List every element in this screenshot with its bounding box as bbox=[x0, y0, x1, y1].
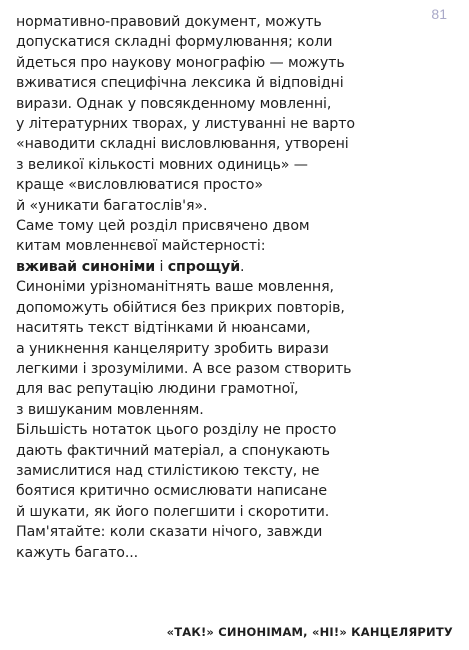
text-line: вживатися специфічна лексика й відповідні bbox=[16, 75, 344, 92]
text-line: китам мовленнєвої майстерності: bbox=[16, 238, 266, 255]
text-line: Синоніми урізноманітнять ваше мовлення, bbox=[16, 279, 334, 296]
text-line: Більшість нотаток цього розділу не просто bbox=[16, 422, 337, 439]
text-line: кажуть багато... bbox=[16, 544, 139, 561]
text-line: «наводити складні висловлювання, утворені bbox=[16, 136, 349, 153]
text-line: йдеться про наукову монографію — можуть bbox=[16, 54, 345, 71]
text-line: а уникнення канцеляриту зробить вирази bbox=[16, 340, 329, 357]
text-line: Саме тому цей розділ присвячено двом bbox=[16, 218, 310, 235]
emphasis-simplify: спрощуй bbox=[167, 258, 241, 275]
text-line: нормативно-правовий документ, можуть bbox=[16, 14, 322, 30]
text-line: для вас репутацію людини грамотної, bbox=[16, 381, 299, 398]
text-line: Пам'ятайте: коли сказати нічого, завжди bbox=[16, 524, 323, 541]
text-line: з великої кількості мовних одиниць» — bbox=[16, 156, 308, 173]
text-line: у літературних творах, у листуванні не варто bbox=[16, 116, 355, 133]
text-line: допускатися складні формулювання; коли bbox=[16, 34, 333, 51]
emphasis-connector: і bbox=[155, 258, 168, 275]
text-line: допоможуть обійтися без прикрих повторів, bbox=[16, 299, 345, 316]
emphasis-end: . bbox=[240, 258, 245, 275]
text-line: краще «висловлюватися просто» bbox=[16, 177, 263, 194]
page-number: 81 bbox=[431, 6, 447, 22]
text-line: вирази. Однак у повсякденному мовленні, bbox=[16, 95, 332, 112]
text-line: боятися критично осмислювати написане bbox=[16, 483, 327, 500]
text-line: наситять текст відтінками й нюансами, bbox=[16, 320, 311, 337]
text-line: замислитися над стилістикою тексту, не bbox=[16, 462, 320, 479]
body-text bbox=[16, 12, 456, 563]
text-line: й шукати, як його полегшити і скоротити. bbox=[16, 503, 330, 520]
text-line: дають фактичний матеріал, а спонукають bbox=[16, 442, 330, 459]
text-line: з вишуканим мовленням. bbox=[16, 401, 204, 418]
text-line: легкими і зрозумілими. А все разом створить bbox=[16, 360, 352, 377]
emphasis-line bbox=[16, 257, 456, 277]
emphasis-synonyms: вживай синоніми bbox=[16, 258, 156, 275]
footer-running-title: «ТАК!» СИНОНІМАМ, «НІ!» КАНЦЕЛЯРИТУ bbox=[166, 625, 453, 639]
text-line: й «уникати багатослів'я». bbox=[16, 197, 208, 214]
